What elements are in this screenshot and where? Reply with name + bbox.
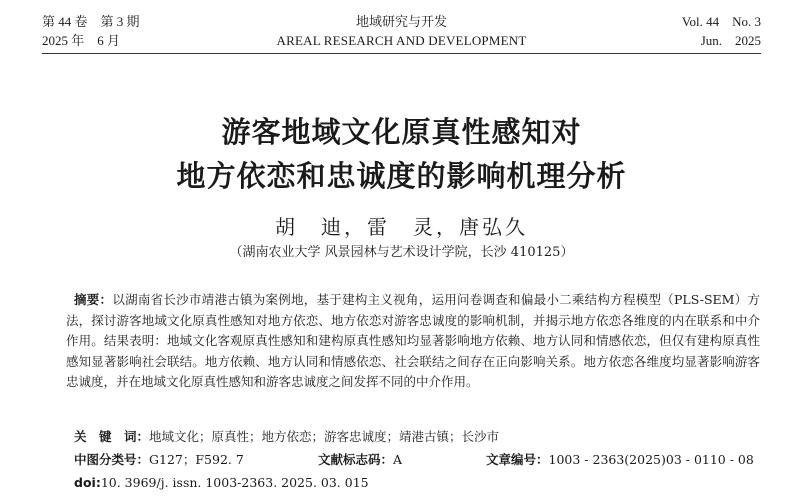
- article-title: [0, 110, 803, 198]
- abstract: [66, 290, 760, 393]
- doi: [74, 474, 369, 492]
- volume-issue: 第 44 卷 第 3 期: [42, 14, 140, 29]
- volume-issue-en: Vol. 44 No. 3: [681, 14, 761, 29]
- document-code-label: 文献标志码：: [318, 452, 394, 467]
- abstract-label: 摘要：: [74, 292, 113, 307]
- article-title-line1: 游客地域文化原真性感知对: [221, 115, 582, 149]
- publication-date-en: Jun. 2025: [700, 33, 761, 48]
- author-affiliation: （湖南农业大学 风景园林与艺术设计学院，长沙 410125）: [229, 245, 574, 260]
- document-code: [318, 451, 402, 469]
- journal-name-cn: 地域研究与开发: [355, 14, 447, 29]
- publication-date: 2025 年 6 月: [42, 33, 121, 48]
- header-divider: [42, 53, 761, 54]
- article-number-label: 文章编号：: [486, 452, 549, 467]
- clc-number: [74, 451, 244, 469]
- article-title-line2: 地方依恋和忠诚度的影响机理分析: [176, 159, 627, 193]
- keywords-label: 关 键 词：: [74, 429, 150, 444]
- abstract-text: 以湖南省长沙市靖港古镇为案例地，基于建构主义视角，运用问卷调查和偏最小二乘结构方程模型（PLS-SEM）方法，探讨游客地域文化原真性感知对地方依恋、地方依恋对游客忠诚度的影响机制，并揭示地方依恋各维度的内在联系和中介作用。结果表明：地域文化客观原真性感知和建构原真性感知均显著影响地方依赖、地方认同和情感依恋，但仅有建构原真性感知显著影响社会联结。地方依赖、地方认同和情感依恋、社会联结之间存在正向影响关系。地方依恋各维度均显著影响游客忠诚度，并在地域文化原真性感知和游客忠诚度之间发挥不同的中介作用。: [66, 292, 760, 389]
- keywords-text: 地域文化；原真性；地方依恋；游客忠诚度；靖港古镇；长沙市: [149, 429, 500, 444]
- article-authors: 胡 迪，雷 灵，唐弘久: [275, 215, 528, 239]
- journal-name-en: AREAL RESEARCH AND DEVELOPMENT: [276, 33, 527, 48]
- keywords: [74, 428, 499, 446]
- clc-value: G127；F592. 7: [149, 452, 244, 467]
- document-code-value: A: [393, 452, 403, 467]
- doi-label: doi:: [74, 475, 101, 490]
- article-number-value: 1003 - 2363(2025)03 - 0110 - 08: [548, 452, 754, 467]
- article-number: [486, 451, 754, 469]
- journal-issue-info-en: [682, 12, 761, 50]
- clc-label: 中图分类号：: [74, 452, 150, 467]
- doi-value: 10. 3969/j. issn. 1003-2363. 2025. 03. 015: [100, 475, 369, 490]
